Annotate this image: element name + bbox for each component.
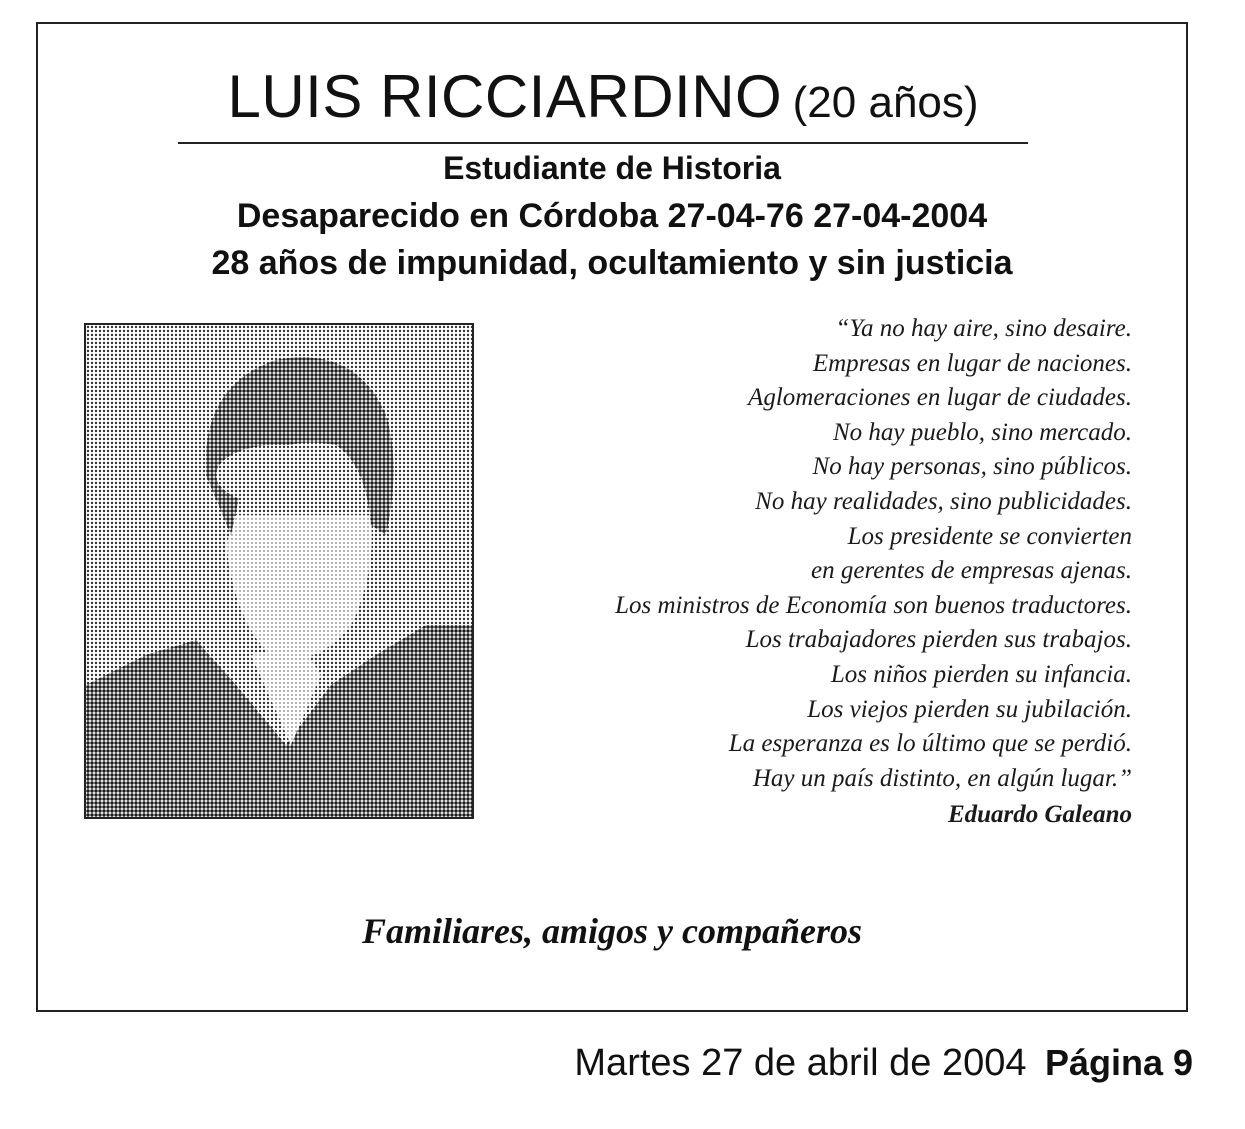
poem-line: La esperanza es lo último que se perdió. bbox=[728, 730, 1132, 758]
page-footer bbox=[574, 1042, 1193, 1085]
person-name: LUIS RICCIARDINO bbox=[227, 63, 783, 130]
poem-line: Aglomeraciones en lugar de ciudades. bbox=[748, 384, 1132, 412]
notice-title bbox=[178, 62, 1028, 144]
poem-line: Los viejos pierden su jubilación. bbox=[807, 695, 1132, 723]
poem-line: “Ya no hay aire, sino desaire. bbox=[835, 315, 1132, 342]
portrait-photo bbox=[84, 323, 474, 819]
poem-line: Los trabajadores pierden sus trabajos. bbox=[745, 626, 1132, 654]
poem-line: No hay pueblo, sino mercado. bbox=[832, 418, 1132, 446]
poem-line: Empresas en lugar de naciones. bbox=[812, 349, 1132, 377]
poem-line: Los ministros de Economía son buenos traductores. bbox=[615, 591, 1132, 619]
subtitle-occupation: Estudiante de Historia bbox=[443, 150, 781, 186]
poem-line: Los niños pierden su infancia. bbox=[830, 660, 1132, 688]
poem-line: No hay realidades, sino publicidades. bbox=[755, 487, 1132, 515]
subtitle-disappearance: Desaparecido en Córdoba 27-04-76 27-04-2004 bbox=[236, 197, 988, 235]
poem-line: Hay un país distinto, en algún lugar.” bbox=[752, 764, 1132, 792]
poem-author: Eduardo Galeano bbox=[947, 801, 1132, 829]
person-age: (20 años) bbox=[792, 78, 979, 127]
notice-signature: Familiares, amigos y compañeros bbox=[361, 911, 862, 951]
poem-line: en gerentes de empresas ajenas. bbox=[811, 557, 1132, 585]
portrait-halftone bbox=[86, 325, 472, 817]
poem-quote bbox=[472, 312, 1132, 833]
footer-page-number: Página 9 bbox=[1044, 1042, 1193, 1083]
poem-line: Los presidente se convierten bbox=[847, 522, 1132, 550]
poem-line: No hay personas, sino públicos. bbox=[812, 453, 1132, 481]
subtitle-impunity: 28 años de impunidad, ocultamiento y sin justicia bbox=[211, 244, 1013, 282]
footer-date: Martes 27 de abril de 2004 bbox=[574, 1042, 1027, 1084]
